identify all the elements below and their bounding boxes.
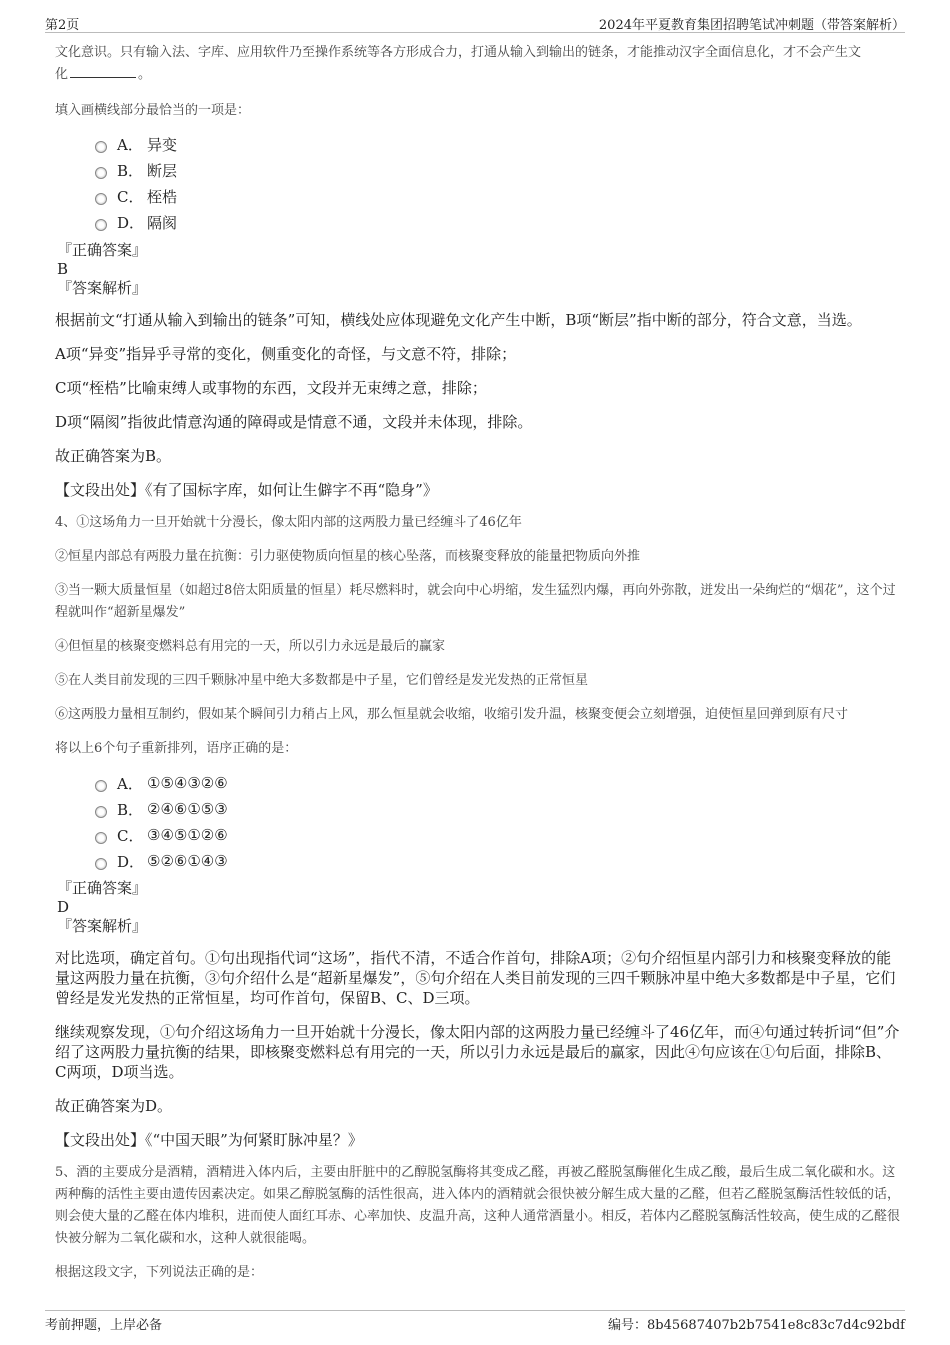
q4-source: 【文段出处】《“中国天眼”为何紧盯脉冲星？》 [55,1131,363,1149]
fill-blank [70,65,136,78]
option-text: 隔阂 [147,213,178,232]
option-text: ⑤②⑥①④③ [147,852,228,870]
radio-button[interactable] [95,806,107,818]
q3-analysis-para: C项“桎梏”比喻束缚人或事物的东西，文段并无束缚之意，排除； [55,379,487,397]
q4-option-c[interactable] [95,822,900,848]
q4-sentence: 4、①这场角力一旦开始就十分漫长，像太阳内部的这两股力量已经缠斗了46亿年 [55,515,522,530]
q4-analysis-para: 故正确答案为D。 [55,1097,173,1115]
q3-option-d[interactable] [95,209,900,235]
q3-analysis-para: 故正确答案为B。 [55,447,172,465]
q4-analysis-label: 『答案解析』 [57,917,148,935]
option-letter: B． [117,161,144,180]
footer-slogan: 考前押题，上岸必备 [45,1318,163,1333]
q3-passage-line2-suffix: 。 [138,67,152,82]
page-header [45,10,905,33]
option-letter: D． [117,213,145,232]
q3-answer-label: 『正确答案』 [57,241,148,259]
q3-analysis-label: 『答案解析』 [57,279,148,297]
q3-option-c[interactable] [95,183,900,209]
option-text: 断层 [147,161,178,180]
radio-button[interactable] [95,832,107,844]
q4-sentence: ⑥这两股力量相互制约，假如某个瞬间引力稍占上风，那么恒星就会收缩，收缩引发升温，核聚变便会立刻增强，迫使恒星回弹到原有尺寸 [55,707,849,722]
q4-option-d[interactable] [95,848,900,874]
option-letter: C． [117,826,144,845]
document-id: 编号：8b45687407b2b7541e8c83c7d4c92bdf [608,1318,905,1333]
q4-sentence: ②恒星内部总有两股力量在抗衡：引力驱使物质向恒星的核心坠落，而核聚变释放的能量把物质向外推 [55,549,641,564]
option-letter: A． [117,774,143,793]
option-letter: C． [117,187,144,206]
q4-prompt: 将以上6个句子重新排列，语序正确的是： [55,741,298,756]
q3-analysis-para: A项“异变”指异乎寻常的变化，侧重变化的奇怪，与文意不符，排除； [55,345,517,363]
q3-option-a[interactable] [95,131,900,157]
page-content [55,42,900,1284]
radio-button[interactable] [95,193,107,205]
option-text: ③④⑤①②⑥ [147,826,228,844]
page-footer [45,1310,905,1331]
q4-options [95,770,900,874]
q4-analysis-para: 对比选项，确定首句。①句出现指代词“这场”，指代不清，不适合作首句，排除A项；②句介绍恒星内部引力和核聚变释放的能量这两股力量在抗衡，③句介绍什么是“超新星爆发”，⑤句介绍在人类目前发现的三四千颗脉冲星中绝大多数都是中子星，它们曾经是发光发热的正常恒星，均可作首句，保留B、C、D三项。 [55,949,896,1007]
q4-sentence: ④但恒星的核聚变燃料总有用完的一天，所以引力永远是最后的赢家 [55,639,446,654]
q3-analysis-para: 根据前文“打通从输入到输出的链条”可知，横线处应体现避免文化产生中断，B项“断层”指中断的部分，符合文意，当选。 [55,311,862,329]
q3-prompt: 填入画横线部分最恰当的一项是： [55,103,251,118]
option-letter: B． [117,800,144,819]
q5-prompt: 根据这段文字，下列说法正确的是： [55,1265,264,1280]
option-text: 异变 [147,135,178,154]
q5-passage: 5、酒的主要成分是酒精，酒精进入体内后，主要由肝脏中的乙醇脱氢酶将其变成乙醛，再被乙醛脱氢酶催化生成乙酸，最后生成二氧化碳和水。这两种酶的活性主要由遗传因素决定。如果乙醇脱氢酶的活性很高，进入体内的酒精就会很快被分解生成大量的乙醛，但若乙醛脱氢酶活性较低的话，则会使大量的乙醛在体内堆积，进而使人面红耳赤、心率加快、皮温升高，这种人通常酒量小。相反，若体内乙醛脱氢酶活性较高，使生成的乙醛很快被分解为二氧化碳和水，这种人就很能喝。 [55,1165,901,1246]
q4-answer: D [57,898,70,916]
radio-button[interactable] [95,219,107,231]
q4-option-a[interactable] [95,770,900,796]
q4-sentence: ③当一颗大质量恒星（如超过8倍太阳质量的恒星）耗尽燃料时，就会向中心坍缩，发生猛烈内爆，再向外弥散，迸发出一朵绚烂的“烟花”，这个过程就叫作“超新星爆发” [55,583,896,620]
radio-button[interactable] [95,780,107,792]
q4-sentence: ⑤在人类目前发现的三四千颗脉冲星中绝大多数都是中子星，它们曾经是发光发热的正常恒星 [55,673,589,688]
document-title: 2024年平夏教育集团招聘笔试冲刺题（带答案解析） [598,18,905,33]
option-text: ②④⑥①⑤③ [147,800,228,818]
q3-passage-line2-prefix: 化 [55,67,69,82]
q3-answer: B [57,260,69,278]
q3-options [95,131,900,235]
q3-source: 【文段出处】《有了国标字库，如何让生僻字不再“隐身”》 [55,481,438,499]
option-text: ①⑤④③②⑥ [147,774,228,792]
q4-analysis-para: 继续观察发现，①句介绍这场角力一旦开始就十分漫长，像太阳内部的这两股力量已经缠斗了46亿年，而④句通过转折词“但”介绍了这两股力量抗衡的结果，即核聚变燃料总有用完的一天，所以引力永远是最后的赢家，因此④句应该在①句后面，排除B、C两项，D项当选。 [55,1023,900,1081]
radio-button[interactable] [95,167,107,179]
q3-passage-line1: 文化意识。只有输入法、字库、应用软件乃至操作系统等各方形成合力，打通从输入到输出的链条，才能推动汉字全面信息化，才不会产生文 [55,45,862,60]
q3-analysis-para: D项“隔阂”指彼此情意沟通的障碍或是情意不通，文段并未体现，排除。 [55,413,533,431]
q4-option-b[interactable] [95,796,900,822]
option-text: 桎梏 [147,187,178,206]
radio-button[interactable] [95,141,107,153]
option-letter: D． [117,852,145,871]
q4-answer-label: 『正确答案』 [57,879,148,897]
q3-option-b[interactable] [95,157,900,183]
radio-button[interactable] [95,858,107,870]
page-number: 第2页 [45,18,80,33]
option-letter: A． [117,135,143,154]
q3-passage [55,42,900,86]
